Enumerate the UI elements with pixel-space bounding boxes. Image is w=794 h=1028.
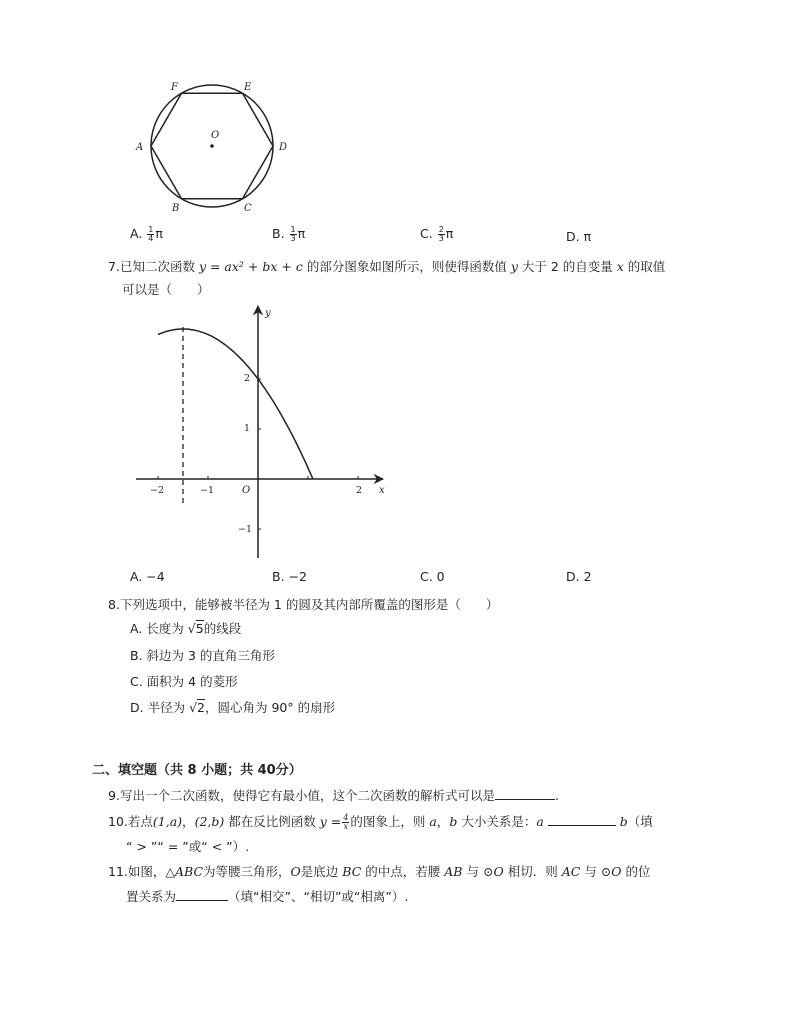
- parabola-curve: [158, 329, 313, 479]
- option-letter: C.: [420, 226, 433, 241]
- option-text: 的线段: [203, 621, 242, 636]
- q11-text: 置关系为: [126, 889, 177, 904]
- y-tick-label-1: 1: [244, 423, 251, 434]
- q7-option-c[interactable]: C. 0: [420, 569, 445, 584]
- answer-blank[interactable]: [176, 890, 228, 901]
- question-number: 8.: [108, 597, 120, 612]
- q7-stem-line1: [108, 257, 665, 275]
- origin-label: O: [242, 485, 251, 496]
- option-text: D. 半径为: [130, 700, 186, 715]
- q11-text: 与: [584, 864, 597, 879]
- center-point-o: [210, 144, 214, 148]
- q10-text: ，: [436, 814, 450, 829]
- label-a: A: [136, 142, 144, 153]
- var-b: b: [449, 814, 458, 829]
- point-2: (2,b): [194, 814, 225, 829]
- option-letter: D.: [566, 229, 580, 244]
- q8-option-c[interactable]: C. 面积为 4 的菱形: [130, 674, 238, 689]
- point-o: O: [290, 864, 301, 879]
- q8-text: 下列选项中，能够被半径为 1 的圆及其内部所覆盖的图形是（ ）: [119, 597, 499, 612]
- y-tick-label-2: 2: [244, 373, 251, 384]
- option-text: ，圆心角为 90° 的扇形: [204, 700, 336, 715]
- answer-blank[interactable]: [548, 815, 616, 826]
- q8-option-b[interactable]: B. 斜边为 3 的直角三角形: [130, 648, 275, 663]
- q8-stem: [108, 595, 498, 613]
- var-y: y: [510, 259, 518, 274]
- point-1: (1,a): [152, 814, 183, 829]
- q11-text: （填“相交”、“相切”或“相离”）.: [228, 889, 409, 904]
- q8-option-d[interactable]: [130, 698, 335, 716]
- q11-text: 如图，: [127, 864, 166, 879]
- q11-stem-line1: [108, 862, 651, 880]
- var-x: x: [616, 259, 624, 274]
- q7-stem-line2: 可以是（ ）: [122, 282, 210, 297]
- question-number: 9.: [108, 788, 120, 803]
- radicand: 5: [195, 621, 204, 636]
- q10-text: ，: [182, 814, 195, 829]
- fraction: $\frac{1}{3}$: [290, 225, 296, 243]
- axis-label-y: y: [265, 308, 271, 319]
- q10-text: 都在反比例函数: [228, 814, 316, 829]
- q11-text: 为等腰三角形，: [203, 864, 291, 879]
- sqrt-symbol: √: [189, 700, 198, 715]
- q7-option-b[interactable]: B. −2: [272, 569, 307, 584]
- triangle-abc: △ABC: [165, 864, 204, 879]
- q11-text: 是底边: [300, 864, 339, 879]
- label-d: D: [279, 142, 288, 153]
- q10-function: y =: [319, 814, 342, 829]
- label-b: B: [172, 203, 180, 214]
- circle-o-symbol: ⊙O: [600, 864, 622, 879]
- var-b: b: [619, 814, 628, 829]
- hexagon-circle-figure: [130, 72, 300, 217]
- q8-option-a[interactable]: [130, 619, 241, 637]
- option-letter: B.: [272, 226, 285, 241]
- segment-ab: AB: [444, 864, 463, 879]
- pi-symbol: π: [297, 226, 306, 241]
- q10-stem-line2: “ > ”“ = ”或“ < ”）.: [126, 839, 250, 854]
- parabola-graph: [128, 300, 398, 565]
- fraction: $\frac{2}{3}$: [438, 225, 444, 243]
- q11-stem-line2: [126, 887, 408, 905]
- x-tick-label-2: 2: [356, 485, 363, 496]
- q7-text: 大于 2 的自变量: [521, 259, 613, 274]
- label-c: C: [244, 203, 252, 214]
- q7-option-d[interactable]: D. 2: [566, 569, 592, 584]
- q10-text: 的图象上，则: [350, 814, 426, 829]
- q7-text: 已知二次函数: [119, 259, 195, 274]
- label-e: E: [244, 82, 252, 93]
- x-tick-label-neg2: −2: [150, 485, 165, 496]
- q9-stem: [108, 786, 559, 804]
- q6-option-b[interactable]: [272, 226, 305, 243]
- label-f: F: [171, 82, 178, 93]
- question-number: 11.: [108, 864, 128, 879]
- fraction: $\frac{1}{4}$: [148, 225, 154, 243]
- segment-ac: AC: [561, 864, 581, 879]
- q10-text: （填: [627, 814, 653, 829]
- answer-blank[interactable]: [495, 789, 555, 800]
- q7-text: 的取值: [627, 259, 666, 274]
- q9-end: .: [554, 788, 559, 803]
- question-number: 7.: [108, 259, 120, 274]
- radicand: 2: [197, 700, 205, 715]
- label-o: O: [211, 130, 220, 141]
- q10-text: 若点: [127, 814, 153, 829]
- q6-option-a[interactable]: [130, 226, 163, 243]
- pi-symbol: π: [583, 229, 592, 244]
- x-tick-label-neg1: −1: [200, 485, 215, 496]
- q6-option-d[interactable]: [566, 229, 591, 244]
- q11-text: 与: [466, 864, 479, 879]
- fraction: $\frac{4}{x}$: [343, 813, 349, 831]
- question-number: 10.: [108, 814, 128, 829]
- pi-symbol: π: [445, 226, 454, 241]
- q9-text: 写出一个二次函数，使得它有最小值，这个二次函数的解析式可以是: [119, 788, 495, 803]
- option-letter: A.: [130, 226, 143, 241]
- var-a: a: [429, 814, 437, 829]
- q11-text: 的位: [625, 864, 651, 879]
- segment-bc: BC: [342, 864, 362, 879]
- option-text: A. 长度为: [130, 621, 184, 636]
- q7-text: 的部分图象如图所示，则使得函数值: [306, 259, 507, 274]
- section-heading: 二、填空题（共 8 小题；共 40分）: [92, 763, 302, 778]
- q10-text: 大小关系是：: [461, 814, 537, 829]
- q7-formula: y = ax² + bx + c: [198, 259, 303, 274]
- q11-text: 的中点，若腰: [365, 864, 441, 879]
- q11-text: 相切．则: [507, 864, 558, 879]
- q6-option-c[interactable]: [420, 226, 453, 243]
- q10-stem-line1: [108, 812, 653, 831]
- pi-symbol: π: [155, 226, 163, 241]
- q7-option-a[interactable]: A. −4: [130, 569, 165, 584]
- var-a: a: [536, 814, 544, 829]
- axis-label-x: x: [379, 485, 385, 496]
- sqrt-symbol: √: [187, 621, 196, 636]
- circle-o-symbol: ⊙O: [482, 864, 504, 879]
- y-tick-label-neg1: −1: [238, 524, 253, 535]
